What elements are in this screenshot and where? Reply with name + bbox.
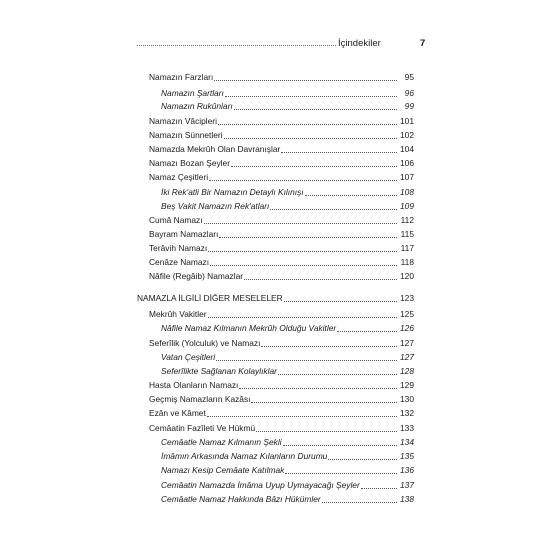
dot-leader [210, 265, 397, 266]
toc-entry-page: 128 [400, 366, 414, 376]
toc-entry-title: Beş Vakit Namazın Rek'atları [161, 201, 270, 211]
dot-leader [219, 237, 397, 238]
dot-leader [208, 317, 397, 318]
toc-entry[interactable] [149, 127, 414, 141]
toc-entry-page: 126 [400, 323, 414, 333]
toc-entry-page: 120 [400, 271, 414, 281]
toc-entry-title: Cumâ Namazı [149, 215, 203, 225]
toc-entry-page: 115 [400, 229, 414, 239]
toc-entry[interactable] [149, 169, 414, 183]
dot-leader [256, 431, 397, 432]
toc-entry[interactable] [161, 491, 414, 505]
toc-entry-title: Seferîlik (Yolculuk) ve Namazı [149, 338, 261, 348]
toc-entry-page: 123 [400, 293, 414, 303]
toc-entry-title: Namaz Çeşitleri [149, 172, 209, 182]
toc-entry-page: 95 [404, 72, 414, 82]
toc-entry[interactable] [149, 113, 414, 127]
toc-entry-page: 130 [400, 394, 414, 404]
dot-leader [305, 195, 397, 196]
toc-entry-page: 112 [400, 215, 414, 225]
toc-entry-page: 109 [400, 201, 414, 211]
toc-section-entry[interactable] [137, 290, 414, 304]
dot-leader [209, 180, 397, 181]
dot-leader [239, 388, 397, 389]
toc-entry-page: 101 [400, 116, 414, 126]
toc-entry-page: 127 [400, 352, 414, 362]
toc-entry-title: Nâfile (Regâib) Namazlar [149, 271, 244, 281]
toc-entry-title: Namazın Şartları [161, 88, 224, 98]
toc-entry-title: Namazın Vâcipleri [149, 116, 217, 126]
toc-entry-page: 127 [400, 338, 414, 348]
toc-entry[interactable] [161, 363, 414, 377]
toc-entry-title: Namazın Rukûnları [161, 101, 233, 111]
toc-entry-title: Namazı Bozan Şeyler [149, 158, 230, 168]
toc-entry-title: Namazın Sünnetleri [149, 130, 223, 140]
toc-entry-page: 99 [404, 101, 414, 111]
dot-leader [281, 152, 397, 153]
dot-leader [270, 209, 397, 210]
toc-entry-page: 107 [400, 172, 414, 182]
dot-leader [283, 445, 397, 446]
toc-entry[interactable] [161, 477, 414, 491]
toc-entry-page: 129 [400, 380, 414, 390]
toc-entry[interactable] [149, 212, 414, 226]
toc-entry-title: Seferîlikte Sağlanan Kolaylıklar [161, 366, 277, 376]
dot-leader [361, 488, 397, 489]
toc-entry-title: Cemâatin Fazîleti Ve Hükmü [149, 423, 256, 433]
toc-entry-page: 138 [400, 494, 414, 504]
dot-leader [234, 109, 397, 110]
dot-leader [231, 166, 397, 167]
dot-leader [218, 124, 397, 125]
toc-entry-page: 102 [400, 130, 414, 140]
toc-entry[interactable] [161, 198, 414, 212]
toc-entry[interactable] [149, 306, 414, 320]
toc-entry-title: Vatan Çeşitleri [161, 352, 216, 362]
toc-entry[interactable] [161, 434, 414, 448]
dot-leader [204, 223, 397, 224]
toc-entry-page: 118 [400, 257, 414, 267]
toc-entry-page: 134 [400, 437, 414, 447]
toc-entry[interactable] [161, 184, 414, 198]
toc-entry-page: 108 [400, 187, 414, 197]
toc-entry-page: 125 [400, 309, 414, 319]
dot-leader [225, 96, 397, 97]
running-header-page-number: 7 [420, 38, 426, 49]
toc-entry-title: İki Rek'atli Bir Namazın Detaylı Kılınışı [161, 187, 304, 197]
toc-entry[interactable] [149, 268, 414, 282]
dot-leader [278, 374, 397, 375]
toc-entry-title: Namazın Farzları [149, 72, 214, 82]
dot-leader [285, 473, 397, 474]
toc-entry[interactable] [149, 141, 414, 155]
toc-entry-title: Namazı Kesip Cemâate Katılmak [161, 465, 285, 475]
toc-entry-page: 135 [400, 451, 414, 461]
toc-entry[interactable] [161, 462, 414, 476]
toc-entry-page: 104 [400, 144, 414, 154]
toc-entry-title: Namazda Mekrûh Olan Davranışlar [149, 144, 281, 154]
toc-entry-title: Terâvih Namazı [149, 243, 208, 253]
toc-entry[interactable] [149, 226, 414, 240]
toc-entry-title: Nâfile Namaz Kılmanın Mekrûh Olduğu Vakitler [161, 323, 337, 333]
toc-entry[interactable] [149, 420, 414, 434]
dot-leader [244, 279, 397, 280]
toc-entry[interactable] [149, 391, 414, 405]
toc-entry-title: Mekrûh Vakitler [149, 309, 207, 319]
toc-entry-page: 96 [404, 88, 414, 98]
running-header-title: İçindekiler [338, 38, 381, 49]
dot-leader [208, 251, 397, 252]
toc-entry-title: Cenâze Namazı [149, 257, 210, 267]
dot-leader [224, 138, 397, 139]
toc-entry-page: 133 [400, 423, 414, 433]
dot-leader [284, 301, 397, 302]
dot-leader [328, 459, 397, 460]
toc-entry[interactable] [149, 405, 414, 419]
toc-entry-title: Cemâatin Namazda İmâma Uyup Uymayacağı Şeyler [161, 480, 360, 490]
toc-entry[interactable] [149, 69, 414, 83]
dot-leader [216, 360, 397, 361]
toc-entry-title: Cemâatle Namaz Kılmanın Şekli [161, 437, 282, 447]
toc-entry-title: Hasta Olanların Namazı [149, 380, 239, 390]
toc-entry[interactable] [149, 254, 414, 268]
toc-entry-page: 117 [400, 243, 414, 253]
toc-entry-title: Ezân ve Kâmet [149, 408, 206, 418]
dot-leader [337, 331, 397, 332]
toc-entry[interactable] [149, 240, 414, 254]
toc-section-title: NAMAZLA İLGİLİ DİĞER MESELELER [137, 293, 283, 303]
toc-entry-title: İmâmın Arkasında Namaz Kılanların Durumu [161, 451, 328, 461]
dot-leader [214, 80, 397, 81]
toc-entry[interactable] [161, 85, 414, 99]
toc-entry[interactable] [149, 335, 414, 349]
toc-entry-page: 137 [400, 480, 414, 490]
dot-leader [207, 416, 397, 417]
toc-entry-title: Cemâatle Namaz Hakkında Bâzı Hükümler [161, 494, 321, 504]
toc-entry-page: 136 [400, 465, 414, 475]
toc-entry[interactable] [149, 155, 414, 169]
toc-entry[interactable] [161, 98, 414, 112]
toc-entry[interactable] [161, 448, 414, 462]
toc-entry-page: 106 [400, 158, 414, 168]
toc-entry-page: 132 [400, 408, 414, 418]
toc-entry-title: Geçmiş Namazların Kazâsı [149, 394, 251, 404]
toc-entry-title: Bayram Namazları [149, 229, 219, 239]
toc-entry[interactable] [149, 377, 414, 391]
toc-entry[interactable] [161, 320, 414, 334]
toc-entry[interactable] [161, 349, 414, 363]
dot-leader [251, 402, 397, 403]
dot-leader [322, 502, 397, 503]
dot-leader [261, 346, 397, 347]
